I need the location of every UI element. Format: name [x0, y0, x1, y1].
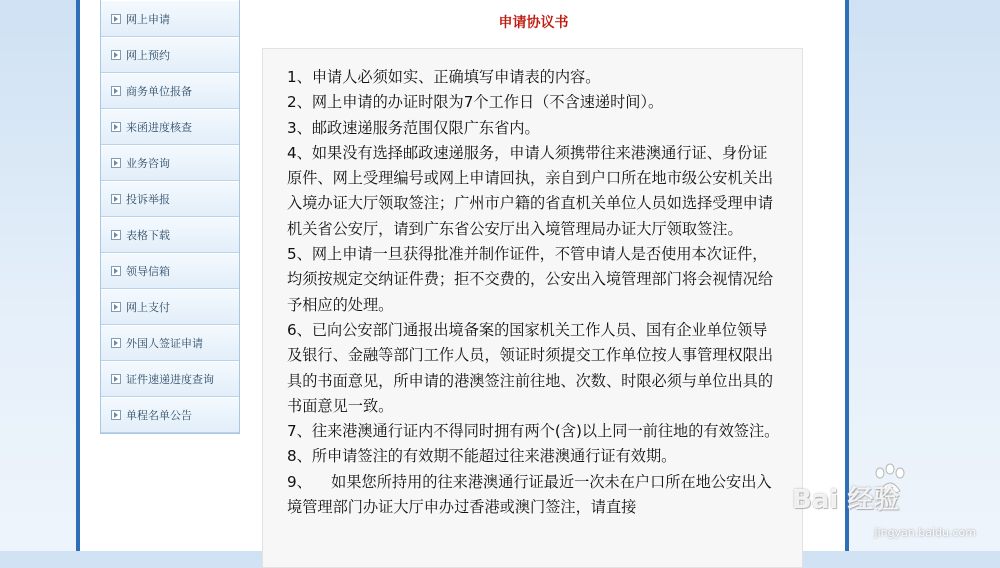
arrow-bullet-icon: [111, 122, 121, 132]
agreement-clause: 4、如果没有选择邮政速递服务，申请人须携带往来港澳通行证、身份证原件、网上受理编号或网上申请回执，亲自到户口所在地市级公安机关出入境办证大厅领取签注；广州市户籍的省直机关单位人员如选择受理申请机关省公安厅，请到广东省公安厅出入境管理局办证大厅领取签注。: [287, 143, 773, 238]
sidebar-item-label: 来函进度核查: [126, 121, 192, 134]
agreement-clause: 1、申请人必须如实、正确填写申请表的内容。: [287, 68, 601, 86]
sidebar-item-label: 投诉举报: [126, 193, 170, 206]
sidebar-item-express-tracking[interactable]: [101, 361, 239, 397]
arrow-bullet-icon: [111, 302, 121, 312]
arrow-bullet-icon: [111, 86, 121, 96]
sidebar-item-business-filing[interactable]: [101, 73, 239, 109]
agreement-clause: 2、网上申请的办证时限为7个工作日（不含速递时间）。: [287, 93, 664, 112]
agreement-clause: 7、往来港澳通行证内不得同时拥有两个(含)以上同一前往地的有效签注。: [287, 422, 780, 441]
sidebar-item-online-booking[interactable]: [101, 37, 239, 73]
arrow-bullet-icon: [111, 14, 121, 24]
arrow-bullet-icon: [111, 230, 121, 240]
agreement-clause: 5、网上申请一旦获得批准并制作证件，不管申请人是否使用本次证件，均须按规定交纳证件费；拒不交费的，公安出入境管理部门将会视情况给予相应的处理。: [287, 245, 773, 314]
arrow-bullet-icon: [111, 410, 121, 420]
agreement-clause: 3、邮政速递服务范围仅限广东省内。: [287, 118, 540, 137]
sidebar-item-online-payment[interactable]: [101, 289, 239, 325]
sidebar-item-complaint[interactable]: [101, 181, 239, 217]
baidu-jingyan-watermark: [792, 461, 982, 541]
sidebar-item-foreigner-visa[interactable]: [101, 325, 239, 361]
sidebar-item-consultation[interactable]: [101, 145, 239, 181]
sidebar-item-label: 单程名单公告: [126, 409, 192, 422]
sidebar-item-form-download[interactable]: [101, 217, 239, 253]
agreement-text-box: [262, 48, 803, 568]
arrow-bullet-icon: [111, 50, 121, 60]
arrow-bullet-icon: [111, 266, 121, 276]
sidebar-item-label: 表格下载: [126, 229, 170, 242]
watermark-logo-text: Bai 经验: [792, 485, 900, 515]
watermark-url: jingyan.baidu.com: [874, 526, 976, 539]
arrow-bullet-icon: [111, 158, 121, 168]
sidebar-item-label: 业务咨询: [126, 157, 170, 170]
sidebar-item-leader-mailbox[interactable]: [101, 253, 239, 289]
sidebar-item-label: 网上支付: [126, 301, 170, 314]
agreement-clause: 9、 如果您所持用的往来港澳通行证最近一次未在户口所在地公安出入境管理部门办证大厅申办过香港或澳门签注，请直接: [287, 472, 772, 517]
sidebar-item-label: 证件速递进度查询: [126, 373, 214, 386]
sidebar-item-one-way-list[interactable]: [101, 397, 239, 433]
agreement-clause: 8、所申请签注的有效期不能超过往来港澳通行证有效期。: [287, 447, 677, 466]
sidebar-item-online-apply[interactable]: [101, 0, 239, 37]
sidebar-item-label: 外国人签证申请: [126, 337, 203, 350]
arrow-bullet-icon: [111, 194, 121, 204]
sidebar-item-label: 领导信箱: [126, 265, 170, 278]
sidebar-nav: [100, 0, 240, 434]
page-title: 申请协议书: [498, 15, 569, 31]
sidebar-item-label: 网上预约: [126, 49, 170, 62]
sidebar-item-letter-progress[interactable]: [101, 109, 239, 145]
arrow-bullet-icon: [111, 374, 121, 384]
arrow-bullet-icon: [111, 338, 121, 348]
agreement-clause: 6、已向公安部门通报出境备案的国家机关工作人员、国有企业单位领导及银行、金融等部门工作人员，领证时须提交工作单位按人事管理权限出具的书面意见，所申请的港澳签注前往地、次数、时限必须与单位出具的书面意见一致。: [287, 320, 773, 415]
sidebar-item-label: 商务单位报备: [126, 85, 192, 98]
sidebar-item-label: 网上申请: [126, 12, 170, 26]
